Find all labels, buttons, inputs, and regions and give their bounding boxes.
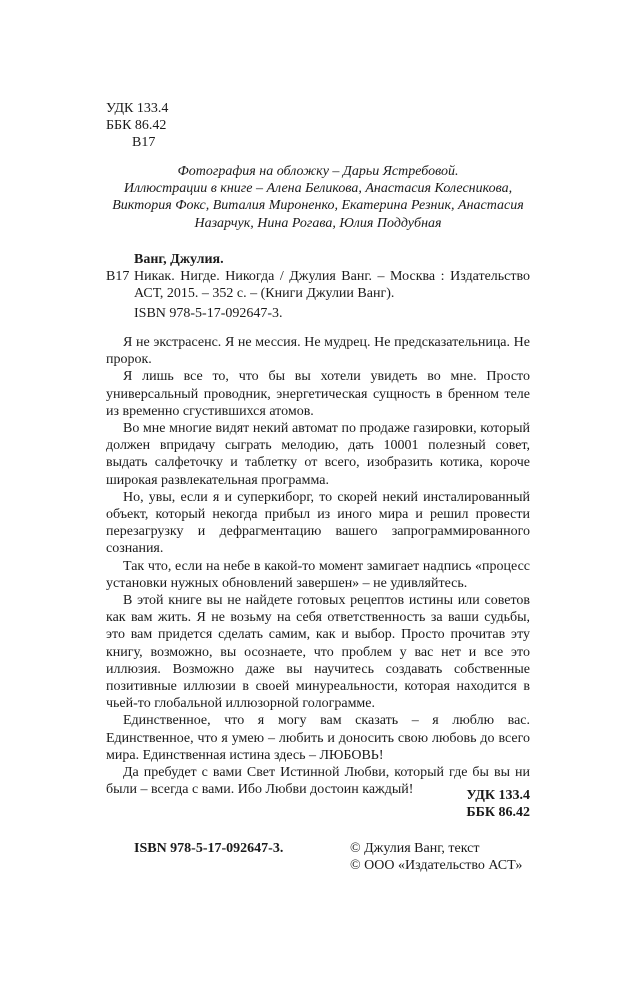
catalog-description: Никак. Нигде. Никогда / Джулия Ванг. – Москва : Издательство АСТ, 2015. – 352 с. – (Книги Джулии Ванг). [134,269,530,301]
catalog-isbn: ISBN 978-5-17-092647-3. [134,306,283,321]
classification-codes-bottom [466,787,530,821]
catalog-author: Ванг, Джулия. [134,252,224,267]
bbk-code: ББК 86.42 [106,118,167,133]
copyright-block [350,840,550,874]
annotation-paragraph: Я лишь все то, что бы вы хотели увидеть во мне. Просто универсальный проводник, энергетическая сущность в бренном теле из временно сгустившихся атомов. [106,369,530,419]
udk-code: УДК 133.4 [466,788,530,803]
annotation-paragraph: Так что, если на небе в какой-то момент замигает надпись «процесс установки нужных обновлений завершен» – не удивляйтесь. [106,558,530,591]
catalog-code: В17 [106,269,130,284]
image-credits [106,163,530,232]
annotation-paragraph: Во мне многие видят некий автомат по продаже газировки, который должен впридачу сыграть мелодию, дать 10001 полезный совет, выдать салфеточку и таблетку от всего, изобразить котика, короче широкая развлекательная программа. [106,421,530,488]
annotation-paragraph: Я не экстрасенс. Я не мессия. Не мудрец. Не предсказательница. Не пророк. [106,335,530,368]
annotation-paragraph: Да пребудет с вами Свет Истинной Любви, который где бы вы ни были – всегда с вами. Ибо Любви достоин каждый! [106,765,530,798]
annotation-paragraph: В этой книге вы не найдете готовых рецептов истины или советов как вам жить. Я не возьму на себя ответственность за ваши судьбы, это вам придется сделать самим, как и выбор. Просто прочитав эту книгу, возможно, вы осознаете, что проблем у вас нет и все это иллюзия. Возможно даже вы научитесь создавать собственные позитивные иллюзии в своей минуреальности, которая находится в чьей-то глобальной иллюзорной голограмме. [106,593,530,712]
copyright-publisher: © ООО «Издательство АСТ» [350,858,523,873]
author-mark: В17 [132,135,156,150]
cover-photo-credit: Фотография на обложку – Дарьи Ястребовой. [177,164,459,179]
annotation [106,334,530,798]
classification-codes-top [106,100,306,151]
udk-code: УДК 133.4 [106,101,169,116]
annotation-paragraph: Единственное, что я могу вам сказать – я люблю вас. Единственное, что я умею – любить и доносить свою любовь до всего мира. Единственная истина здесь – ЛЮБОВЬ! [106,713,530,763]
bbk-code: ББК 86.42 [466,805,530,820]
footer-isbn: ISBN 978-5-17-092647-3. [134,841,284,856]
illustrations-credit: Иллюстрации в книге – Алена Беликова, Анастасия Колесникова, Виктория Фокс, Виталия Мироненко, Екатерина Резник, Анастасия Назарчук, Нина Рогава, Юлия Поддубная [112,181,524,231]
annotation-paragraph: Но, увы, если я и суперкиборг, то скорей некий инсталированный объект, который некогда прибыл из иного мира и решил провести перезагрузку и дефрагментацию вашего запрограммированного сознания. [106,489,530,557]
copyright-author: © Джулия Ванг, текст [350,841,480,856]
